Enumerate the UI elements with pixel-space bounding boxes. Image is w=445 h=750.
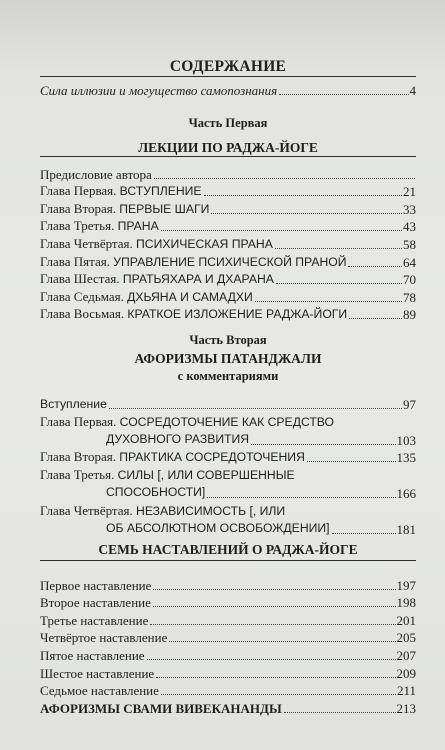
entry-label: Глава Третья. СИЛЫ [, ИЛИ СОВЕРШЕННЫЕ xyxy=(40,467,295,483)
leader-dots xyxy=(348,266,402,267)
entry-page: 4 xyxy=(409,82,416,98)
leader-dots xyxy=(284,712,396,713)
leader-dots xyxy=(255,301,402,302)
entry-label: Глава Пятая. УПРАВЛЕНИЕ ПСИХИЧЕСКОЙ ПРАНОЙ xyxy=(40,253,347,269)
leader-dots xyxy=(251,444,395,445)
leader-dots xyxy=(276,283,402,284)
entry-label-cont: СПОСОБНОСТИ] xyxy=(106,485,206,500)
leader-dots xyxy=(150,624,395,625)
toc-entry[interactable] xyxy=(40,80,416,98)
entry-page: 89 xyxy=(403,307,416,323)
toc-entry[interactable] xyxy=(40,412,416,448)
leader-dots xyxy=(153,606,396,607)
leader-dots xyxy=(204,195,402,196)
entry-page: 43 xyxy=(403,219,416,235)
leader-dots xyxy=(161,694,396,695)
toc-entry[interactable] xyxy=(40,663,416,681)
part-two-list xyxy=(40,394,416,537)
entry-page: 64 xyxy=(403,254,416,270)
entry-label: АФОРИЗМЫ СВАМИ ВИВЕКАНАНДЫ xyxy=(40,700,282,716)
title-rule xyxy=(40,76,416,77)
part-one-rule xyxy=(40,156,416,157)
entry-label: Сила иллюзии и могущество самопознания xyxy=(40,82,278,98)
toc-entry[interactable] xyxy=(40,305,416,323)
entry-label: Вступление xyxy=(40,396,107,411)
leader-dots xyxy=(307,461,396,462)
leader-dots xyxy=(154,178,415,179)
leader-dots xyxy=(109,408,402,409)
part-three-title: СЕМЬ НАСТАВЛЕНИЙ О РАДЖА-ЙОГЕ xyxy=(98,542,358,557)
leader-dots xyxy=(156,677,395,678)
entry-page: 213 xyxy=(396,700,416,716)
leader-dots xyxy=(279,94,408,95)
toc-entry[interactable] xyxy=(40,465,416,501)
leader-dots xyxy=(153,589,395,590)
toc-entry[interactable] xyxy=(40,610,416,628)
entry-label: Глава Шестая. ПРАТЬЯХАРА И ДХАРАНА xyxy=(40,271,274,287)
toc-intro xyxy=(40,80,416,98)
part-one-list xyxy=(40,164,416,322)
entry-label: Шестое наставление xyxy=(40,665,155,681)
toc-entry[interactable] xyxy=(40,164,416,182)
entry-label: Первое наставление xyxy=(40,577,152,593)
entry-page: 211 xyxy=(396,683,416,699)
toc-entry[interactable] xyxy=(40,394,416,412)
entry-label: Глава Первая. СОСРЕДОТОЧЕНИЕ КАК СРЕДСТВО xyxy=(40,413,334,429)
entry-label-cont: ОБ АБСОЛЮТНОМ ОСВОБОЖДЕНИИ] xyxy=(106,521,330,536)
running-header-bleed xyxy=(0,18,445,28)
part-two-title: АФОРИЗМЫ ПАТАНДЖАЛИ xyxy=(134,351,322,366)
entry-label: Глава Первая. ВСТУПЛЕНИЕ xyxy=(40,183,202,199)
toc-entry[interactable] xyxy=(40,182,416,200)
entry-page: 197 xyxy=(396,577,416,593)
entry-page: 58 xyxy=(403,236,416,252)
entry-page: 166 xyxy=(396,486,416,502)
part-two-subtitle: с комментариями xyxy=(177,369,279,383)
entry-label: Глава Восьмая. КРАТКОЕ ИЗЛОЖЕНИЕ РАДЖА-ЙОГИ xyxy=(40,306,348,322)
toc-entry[interactable] xyxy=(40,628,416,646)
entry-label-cont: ДУХОВНОГО РАЗВИТИЯ xyxy=(106,431,250,446)
entry-label: Второе наставление xyxy=(40,595,151,611)
toc-entry[interactable] xyxy=(40,199,416,217)
entry-page: 198 xyxy=(396,595,416,611)
toc-entry[interactable] xyxy=(40,593,416,611)
entry-label: Глава Седьмая. ДХЬЯНА И САМАДХИ xyxy=(40,288,253,304)
part-one-title: ЛЕКЦИИ ПО РАДЖА-ЙОГЕ xyxy=(138,140,318,155)
leader-dots xyxy=(275,248,402,249)
part-one-heading: Часть Первая xyxy=(188,116,268,130)
entry-page: 181 xyxy=(396,522,416,538)
entry-page: 103 xyxy=(396,432,416,448)
entry-label: Четвёртое наставление xyxy=(40,630,168,646)
leader-dots xyxy=(349,318,402,319)
leader-dots xyxy=(161,230,402,231)
toc-entry[interactable] xyxy=(40,575,416,593)
leader-dots xyxy=(332,533,396,534)
entry-label: Глава Вторая. ПЕРВЫЕ ШАГИ xyxy=(40,200,210,216)
entry-page: 209 xyxy=(396,665,416,681)
entry-page: 207 xyxy=(396,647,416,663)
toc-entry[interactable] xyxy=(40,645,416,663)
toc-entry[interactable] xyxy=(40,448,416,466)
toc-entry[interactable] xyxy=(40,287,416,305)
part-two-heading: Часть Вторая xyxy=(189,333,267,347)
entry-label: Глава Вторая. ПРАКТИКА СОСРЕДОТОЧЕНИЯ xyxy=(40,449,305,465)
toc-entry[interactable] xyxy=(40,501,416,537)
leader-dots xyxy=(207,497,395,498)
part-three-rule xyxy=(40,560,416,561)
part-three-list xyxy=(40,575,416,716)
entry-page: 201 xyxy=(396,612,416,628)
entry-page: 70 xyxy=(403,272,416,288)
leader-dots xyxy=(169,641,395,642)
entry-page: 78 xyxy=(403,289,416,305)
toc-entry[interactable] xyxy=(40,234,416,252)
entry-label: Третье наставление xyxy=(40,612,149,628)
entry-page: 33 xyxy=(403,201,416,217)
entry-label: Глава Четвёртая. НЕЗАВИСИМОСТЬ [, ИЛИ xyxy=(40,503,286,519)
entry-page: 205 xyxy=(396,630,416,646)
toc-entry[interactable] xyxy=(40,681,416,699)
leader-dots xyxy=(147,659,396,660)
entry-label: Глава Четвёртая. ПСИХИЧЕСКАЯ ПРАНА xyxy=(40,235,273,251)
entry-page: 97 xyxy=(403,396,416,412)
entry-label: Предисловие автора xyxy=(40,166,152,182)
toc-title: СОДЕРЖАНИЕ xyxy=(169,58,287,75)
entry-page: 21 xyxy=(403,184,416,200)
toc-entry[interactable] xyxy=(40,252,416,270)
leader-dots xyxy=(211,213,402,214)
entry-label: Пятое наставление xyxy=(40,647,145,663)
entry-page: 135 xyxy=(396,450,416,466)
entry-label: Глава Третья. ПРАНА xyxy=(40,218,159,234)
toc-entry[interactable] xyxy=(40,698,416,716)
toc-entry[interactable] xyxy=(40,217,416,235)
entry-label: Седьмое наставление xyxy=(40,683,159,699)
toc-entry[interactable] xyxy=(40,270,416,288)
